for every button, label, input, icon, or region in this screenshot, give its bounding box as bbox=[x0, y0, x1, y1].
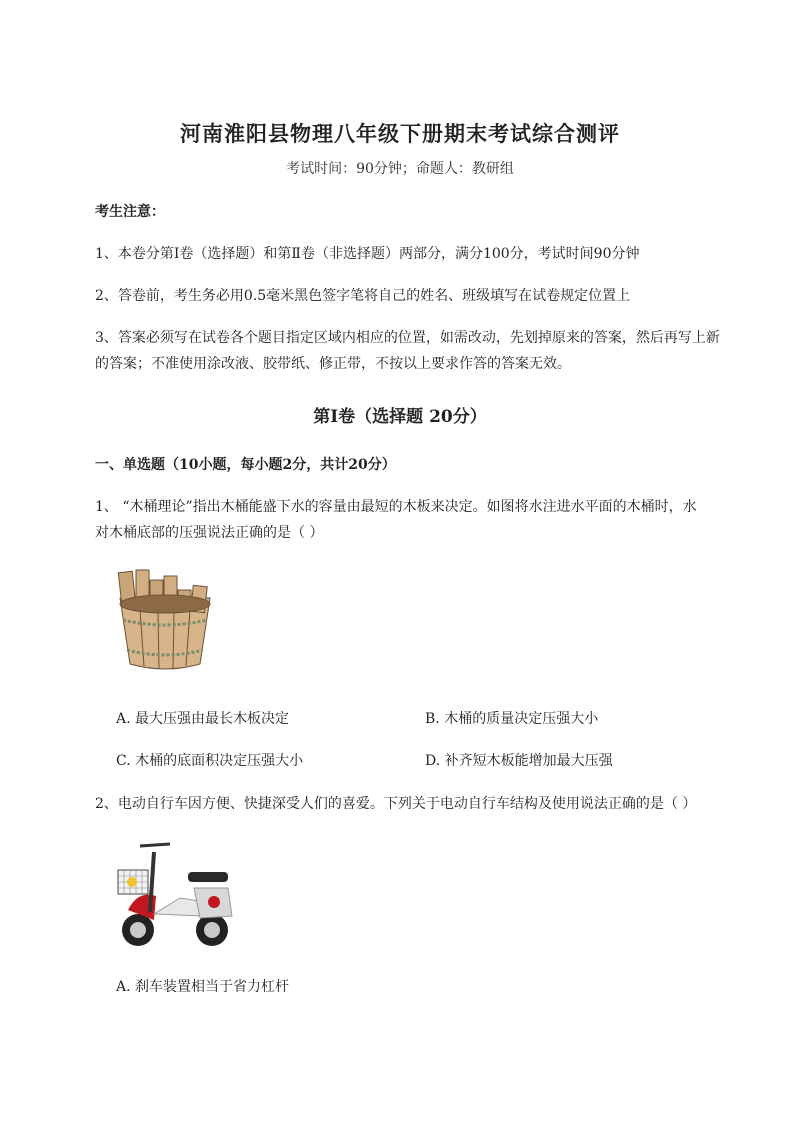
question-1-line-2: 对木桶底部的压强说法正确的是（ ） bbox=[95, 525, 324, 541]
notice-heading: 考生注意： bbox=[95, 204, 165, 220]
notice-item-2: 2、答卷前，考生务必用0.5毫米黑色签字笔将自己的姓名、班级填写在试卷规定位置上 bbox=[95, 288, 631, 304]
section-title: 第I卷（选择题 20分） bbox=[313, 407, 487, 427]
question-1-option-c: C. 木桶的底面积决定压强大小 bbox=[116, 753, 304, 769]
question-1-option-d: D. 补齐短木板能增加最大压强 bbox=[425, 753, 613, 769]
question-1-option-b: B. 木桶的质量决定压强大小 bbox=[425, 711, 599, 727]
question-1-line-1: 1、 “木桶理论”指出木桶能盛下水的容量由最短的木板来决定。如图将水注进水平面的木桶时，水 bbox=[95, 499, 697, 515]
notice-item-1: 1、本卷分第I卷（选择题）和第Ⅱ卷（非选择题）两部分，满分100分，考试时间90分钟 bbox=[95, 246, 640, 262]
exam-title: 河南淮阳县物理八年级下册期末考试综合测评 bbox=[180, 121, 620, 146]
wooden-bucket-image bbox=[110, 568, 220, 676]
question-2-option-a: A. 刹车装置相当于省力杠杆 bbox=[116, 979, 290, 995]
question-2-line-1: 2、电动自行车因方便、快捷深受人们的喜爱。下列关于电动自行车结构及使用说法正确的是（ ） bbox=[95, 796, 697, 812]
question-1-option-a: A. 最大压强由最长木板决定 bbox=[116, 711, 290, 727]
notice-item-3: 3、答案必须写在试卷各个题目指定区域内相应的位置，如需改动，先划掉原来的答案，然后再写上新 bbox=[95, 330, 720, 346]
exam-subtitle: 考试时间：90分钟；命题人：教研组 bbox=[286, 161, 514, 177]
part-heading: 一、单选题（10小题，每小题2分，共计20分） bbox=[95, 457, 396, 473]
electric-bike-image bbox=[110, 832, 240, 954]
notice-item-3-cont: 的答案；不准使用涂改液、胶带纸、修正带，不按以上要求作答的答案无效。 bbox=[95, 356, 571, 372]
